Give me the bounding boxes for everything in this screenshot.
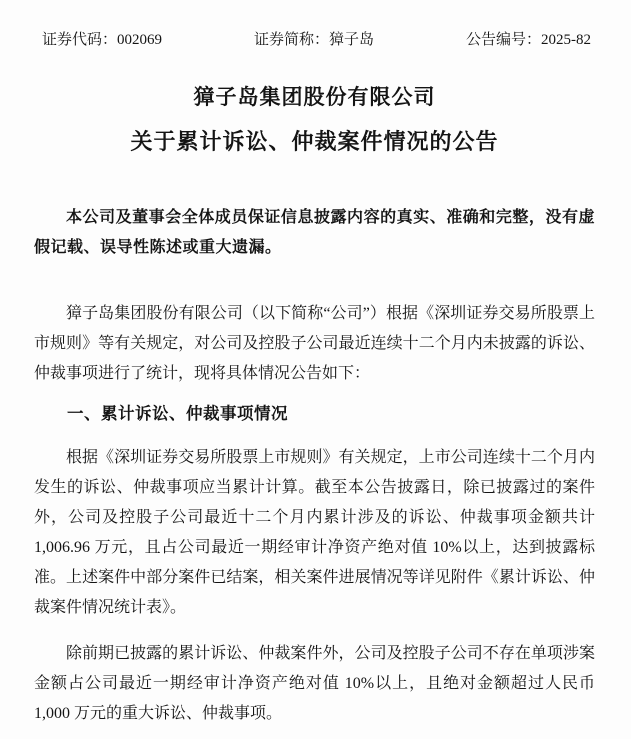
announcement-number-label: 公告编号：: [465, 32, 541, 48]
company-name-title: 獐子岛集团股份有限公司: [193, 85, 436, 109]
stock-code: [42, 30, 162, 50]
intro-paragraph: 獐子岛集团股份有限公司（以下简称“公司”）根据《深圳证券交易所股票上市规则》等有关规定，对公司及控股子公司最近连续十二个月内未披露的诉讼、仲裁事项进行了统计，现将具体情况公告如下：: [34, 305, 595, 382]
announcement-title: 关于累计诉讼、仲裁案件情况的公告: [130, 129, 499, 154]
stock-code-value: 002069: [117, 32, 163, 48]
stock-short-name: [254, 30, 374, 50]
announcement-number-value: 2025-82: [541, 32, 591, 48]
stock-short-name-value: 獐子岛: [329, 32, 375, 48]
stock-short-name-label: 证券简称：: [253, 32, 329, 48]
announcement-number: [466, 30, 591, 50]
stock-code-label: 证券代码：: [42, 32, 118, 48]
section-1-paragraph-2: 除前期已披露的累计诉讼、仲裁案件外，公司及控股子公司不存在单项涉案金额占公司最近一期经审计净资产绝对值 10%以上，且绝对金额超过人民币 1,000 万元的重大诉讼、仲裁事项。: [34, 645, 595, 722]
section-1-heading: 一、累计诉讼、仲裁事项情况: [67, 404, 288, 423]
document-header: [34, 30, 595, 50]
board-disclaimer-paragraph: 本公司及董事会全体成员保证信息披露内容的真实、准确和完整，没有虚假记载、误导性陈述或重大遗漏。: [34, 209, 595, 256]
section-1-paragraph-1: 根据《深圳证券交易所股票上市规则》有关规定，上市公司连续十二个月内发生的诉讼、仲裁事项应当累计计算。截至本公告披露日，除已披露过的案件外，公司及控股子公司最近十二个月内累计涉及的诉讼、仲裁事项金额共计 1,006.96 万元，且占公司最近一期经审计净资产绝对值 10%以上，达到披露标准。上述案件中部分案件已结案，相关案件进展情况等详见附件《累计诉讼、仲裁案件情况统计表》。: [34, 449, 595, 616]
